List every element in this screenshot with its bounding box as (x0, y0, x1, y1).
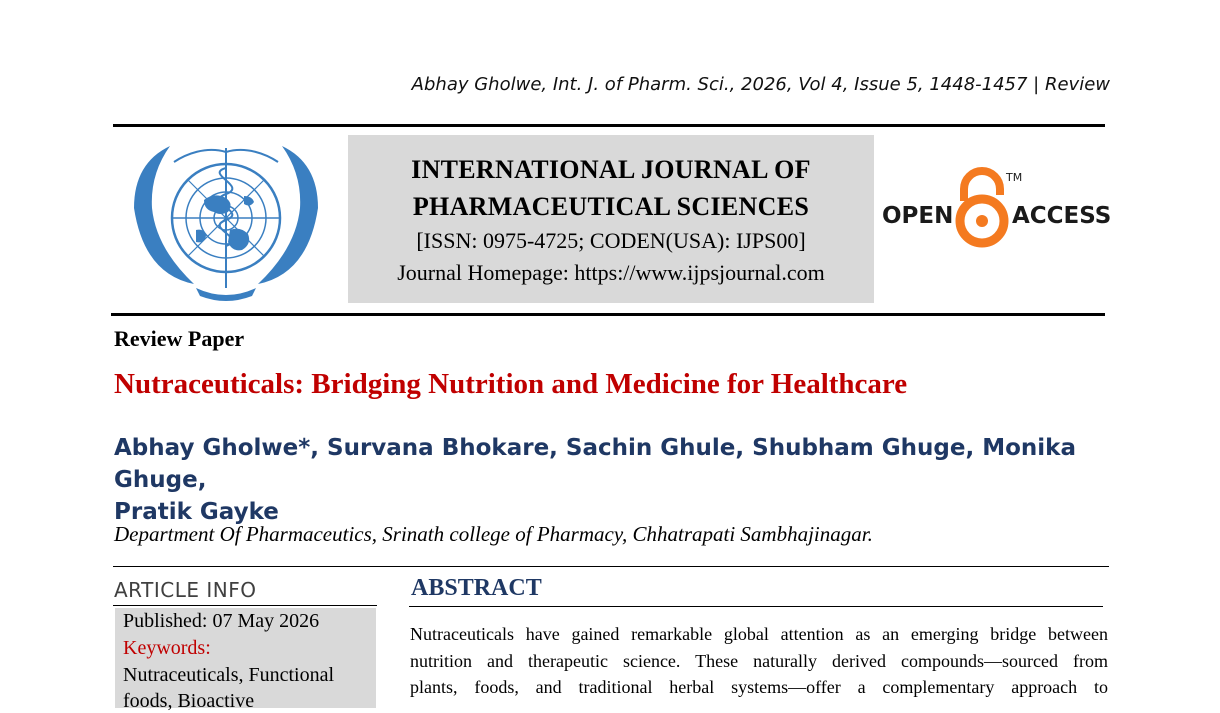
paper-title: Nutraceuticals: Bridging Nutrition and Medicine for Healthcare (114, 368, 908, 400)
author-list (114, 432, 1114, 528)
abstract-line1: Nutraceuticals have gained remarkable global attention as an emerging bridge between (410, 624, 1108, 644)
article-type: Review Paper (114, 326, 245, 351)
affiliation: Department Of Pharmaceutics, Srinath college of Pharmacy, Chhatrapati Sambhajinagar. (114, 522, 873, 546)
journal-title-box (348, 135, 874, 303)
affiliation-rule (113, 566, 1109, 567)
caduceus-globe-icon (126, 138, 326, 306)
trademark-mark: TM (1006, 171, 1023, 184)
open-access-logo (880, 165, 1110, 255)
open-lock-icon (960, 171, 1004, 243)
authors-line1: Abhay Gholwe*, Survana Bhokare, Sachin Ghule, Shubham Ghuge, Monika Ghuge, (114, 435, 1076, 493)
keywords-line2: foods, Bioactive (123, 690, 255, 712)
journal-issn: [ISSN: 0975-4725; CODEN(USA): IJPS00] (416, 228, 806, 253)
article-info-box (115, 608, 376, 712)
top-rule (113, 124, 1105, 127)
authors-line2: Pratik Gayke (114, 499, 279, 525)
keywords-label: Keywords: (123, 637, 211, 659)
open-access-right-word: ACCESS (1012, 203, 1110, 229)
abstract-line3: plants, foods, and traditional herbal systems—offer a complementary approach to (410, 677, 1108, 697)
running-header: Abhay Gholwe, Int. J. of Pharm. Sci., 2026, Vol 4, Issue 5, 1448-1457 | Review (411, 74, 1110, 95)
abstract-text (410, 621, 1108, 701)
published-date: Published: 07 May 2026 (123, 610, 320, 632)
open-access-left-word: OPEN (882, 203, 954, 229)
journal-homepage: Journal Homepage: https://www.ijpsjournal.com (397, 260, 825, 285)
keywords-line1: Nutraceuticals, Functional (123, 664, 335, 686)
article-info-label: ARTICLE INFO (114, 578, 257, 602)
masthead-rule (111, 313, 1105, 316)
abstract-heading: ABSTRACT (411, 575, 542, 601)
journal-name-line1: INTERNATIONAL JOURNAL OF (411, 155, 811, 184)
abstract-line2: nutrition and therapeutic science. These naturally derived compounds—sourced from (410, 650, 1108, 671)
journal-logo (126, 138, 326, 306)
journal-name-line2: PHARMACEUTICAL SCIENCES (412, 192, 810, 221)
article-info-rule (113, 605, 377, 606)
abstract-rule (409, 606, 1103, 607)
